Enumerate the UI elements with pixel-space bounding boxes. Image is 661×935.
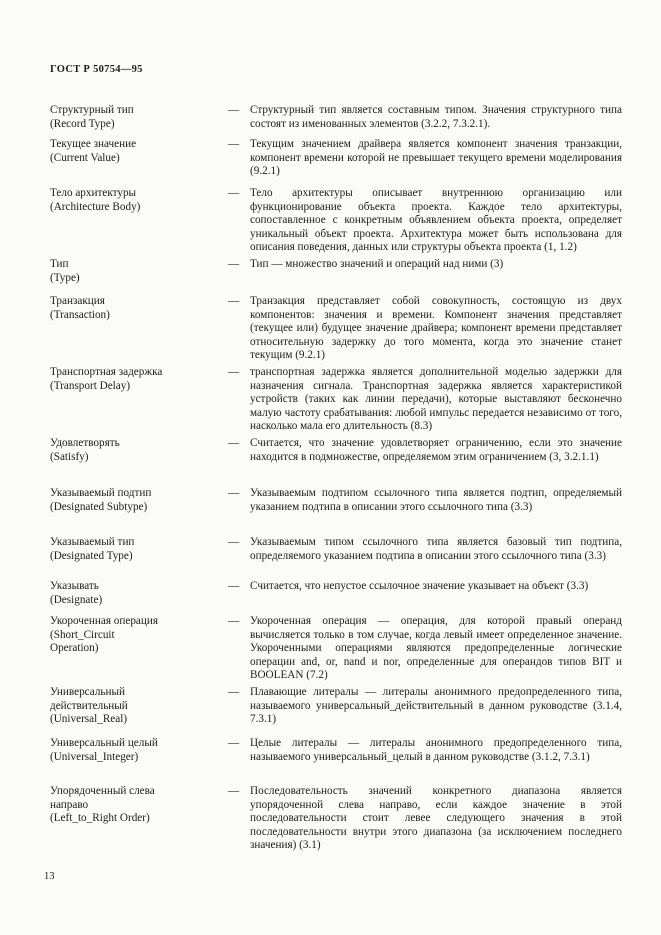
entry-term: Транспортная задержка (Transport Delay) (50, 366, 163, 392)
entry-definition: Тип — множество значений и операций над ними (3) (250, 258, 504, 270)
entry-dash: — (228, 686, 240, 698)
entry-dash: — (228, 737, 240, 749)
entry-dash: — (228, 187, 240, 199)
entry-dash: — (228, 615, 240, 627)
entry-dash: — (228, 580, 240, 592)
entry-definition: транспортная задержка является дополнительной моделью задержки для назначения сигнала. Транспортная задержка является характеристикой устройств (таких как линии передачи), которые выставляют бесконечно малую частоту срабатывания: любой импульс передается независимо от того, насколько мала его длительность (8.3) (250, 366, 622, 433)
entry-term: Структурный тип (Record Type) (50, 104, 134, 130)
entry-term: Универсальный действительный (Universal_Real) (50, 686, 128, 726)
entry-dash: — (228, 295, 240, 307)
page-number: 13 (44, 871, 55, 882)
entry-definition: Структурный тип является составным типом. Значения структурного типа состоят из именованных элементов (3.2.2, 7.3.2.1). (250, 104, 622, 130)
entry-term: Тип (Type) (50, 258, 80, 284)
entry-definition: Считается, что непустое ссылочное значение указывает на объект (3.3) (250, 580, 589, 592)
document-header: ГОСТ Р 50754—95 (50, 64, 143, 75)
entry-term: Указываемый тип (Designated Type) (50, 536, 135, 562)
entry-dash: — (228, 785, 240, 797)
entry-dash: — (228, 138, 240, 150)
entry-term: Укороченная операция (Short_Circuit Operation) (50, 615, 158, 655)
entry-definition: Целые литералы — литералы анонимного предопределенного типа, называемого универсальный_целый в данном руководстве (3.1.2, 7.3.1) (250, 737, 622, 763)
entry-dash: — (228, 536, 240, 548)
entry-definition: Считается, что значение удовлетворяет ограничению, если это значение находится в подмножестве, определяемом этим ограничением (3, 3.2.1.1) (250, 437, 622, 463)
entry-definition: Тело архитектуры описывает внутреннюю организацию или функционирование объекта проекта. Каждое тело архитектуры, сопоставленное с конкретным объявлением объекта проекта, определяет уникальный объект проекта. Архитектура может быть использована для описания поведения, данных или структуры объекта проекта (1, 1.2) (250, 187, 622, 254)
entry-dash: — (228, 258, 240, 270)
entry-term: Упорядоченный слева направо (Left_to_Right Order) (50, 785, 155, 825)
entry-definition: Плавающие литералы — литералы анонимного предопределенного типа, называемого универсальный_действительный в данном руководстве (3.1.4, 7.3.1) (250, 686, 622, 726)
entry-term: Универсальный целый (Universal_Integer) (50, 737, 158, 763)
entry-term: Тело архитектуры (Architecture Body) (50, 187, 141, 213)
entry-dash: — (228, 366, 240, 378)
entry-dash: — (228, 487, 240, 499)
entry-definition: Последовательность значений конкретного диапазона является упорядоченной слева направо, если каждое значение в этой последовательности стоит левее следующего значения в этой последовательности внутри этого диапазона (за исключением последнего значения) (3.1) (250, 785, 622, 852)
entry-definition: Укороченная операция — операция, для которой правый операнд вычисляется только в том случае, когда левый имеет определенное значение. Укороченными операциями являются предопределенные логические операции and, or, nand и nor, определенные для операндов типов BIT и BOOLEAN (7.2) (250, 615, 622, 682)
entry-dash: — (228, 437, 240, 449)
entry-term: Транзакция (Transaction) (50, 295, 110, 321)
entry-definition: Указываемым типом ссылочного типа является базовый тип подтипа, определяемого указанием подтипа в описании этого ссылочного типа (3.3) (250, 536, 622, 562)
entry-term: Текущее значение (Current Value) (50, 138, 137, 164)
entry-term: Указываемый подтип (Designated Subtype) (50, 487, 152, 513)
entry-definition: Текущим значением драйвера является компонент значения транзакции, компонент времени которой не превышает текущего времени моделирования (9.2.1) (250, 138, 622, 178)
entry-term: Удовлетворять (Satisfy) (50, 437, 120, 463)
entry-definition: Указываемым подтипом ссылочного типа является подтип, определяемый указанием подтипа в описании этого ссылочного типа (3.3) (250, 487, 622, 513)
entry-definition: Транзакция представляет собой совокупность, состоящую из двух компонентов: значения и времени. Компонент значения представляет (текущее или) будущее значение драйвера; компонент времени представляет относительную задержку до того момента, когда это значение станет текущим (9.2.1) (250, 295, 622, 362)
entry-dash: — (228, 104, 240, 116)
entry-term: Указывать (Designate) (50, 580, 103, 606)
